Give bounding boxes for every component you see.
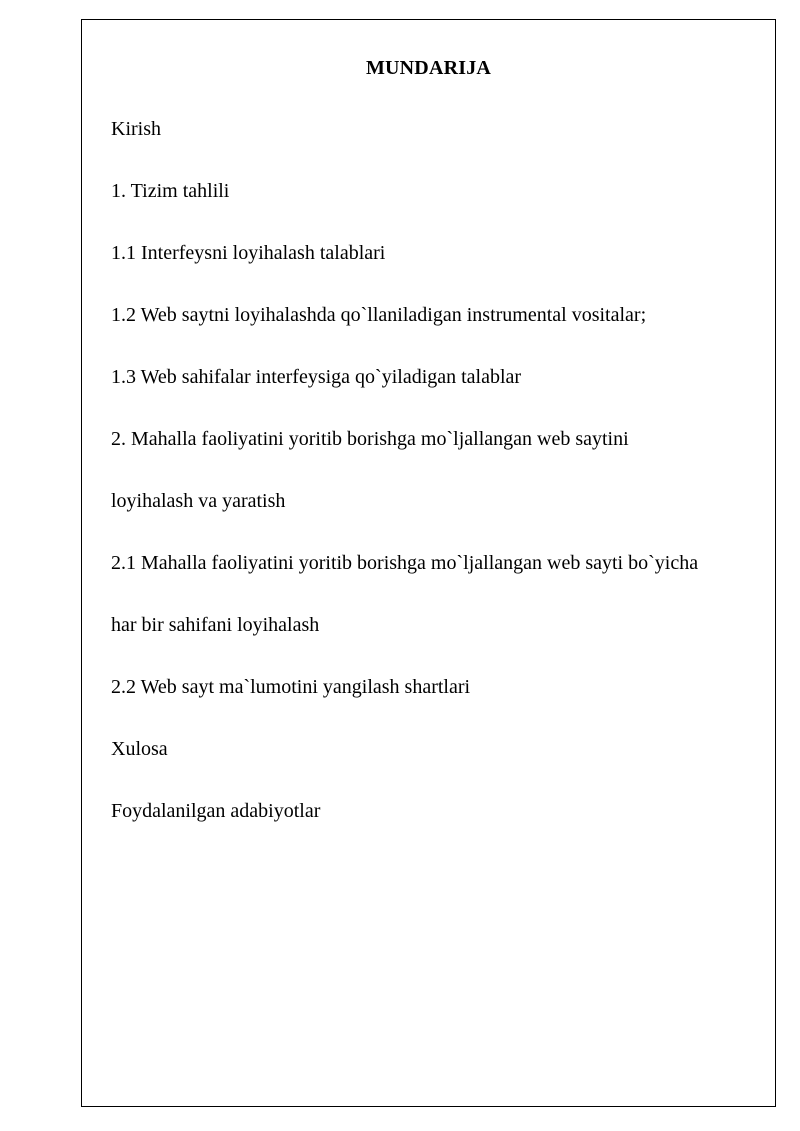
toc-item: Xulosa (111, 738, 168, 760)
toc-item-continuation: loyihalash va yaratish (111, 490, 286, 512)
toc-item: 1.1 Interfeysni loyihalash talablari (111, 242, 386, 264)
toc-item: 2. Mahalla faoliyatini yoritib borishga mo`ljallangan web saytini (111, 428, 629, 450)
page-frame (81, 19, 776, 1107)
table-of-contents (111, 114, 761, 858)
page-title: MUNDARIJA (365, 57, 492, 79)
toc-item: 2.2 Web sayt ma`lumotini yangilash shartlari (111, 676, 471, 698)
toc-item: Kirish (111, 118, 161, 140)
toc-item: 1.3 Web sahifalar interfeysiga qo`yiladigan talablar (111, 366, 522, 388)
toc-item: 1. Tizim tahlili (111, 180, 230, 202)
toc-item: Foydalanilgan adabiyotlar (111, 800, 321, 822)
toc-item: 2.1 Mahalla faoliyatini yoritib borishga mo`ljallangan web sayti bo`yicha (111, 552, 699, 574)
toc-item: 1.2 Web saytni loyihalashda qo`llaniladigan instrumental vositalar; (111, 304, 647, 326)
toc-item-continuation: har bir sahifani loyihalash (111, 614, 320, 636)
